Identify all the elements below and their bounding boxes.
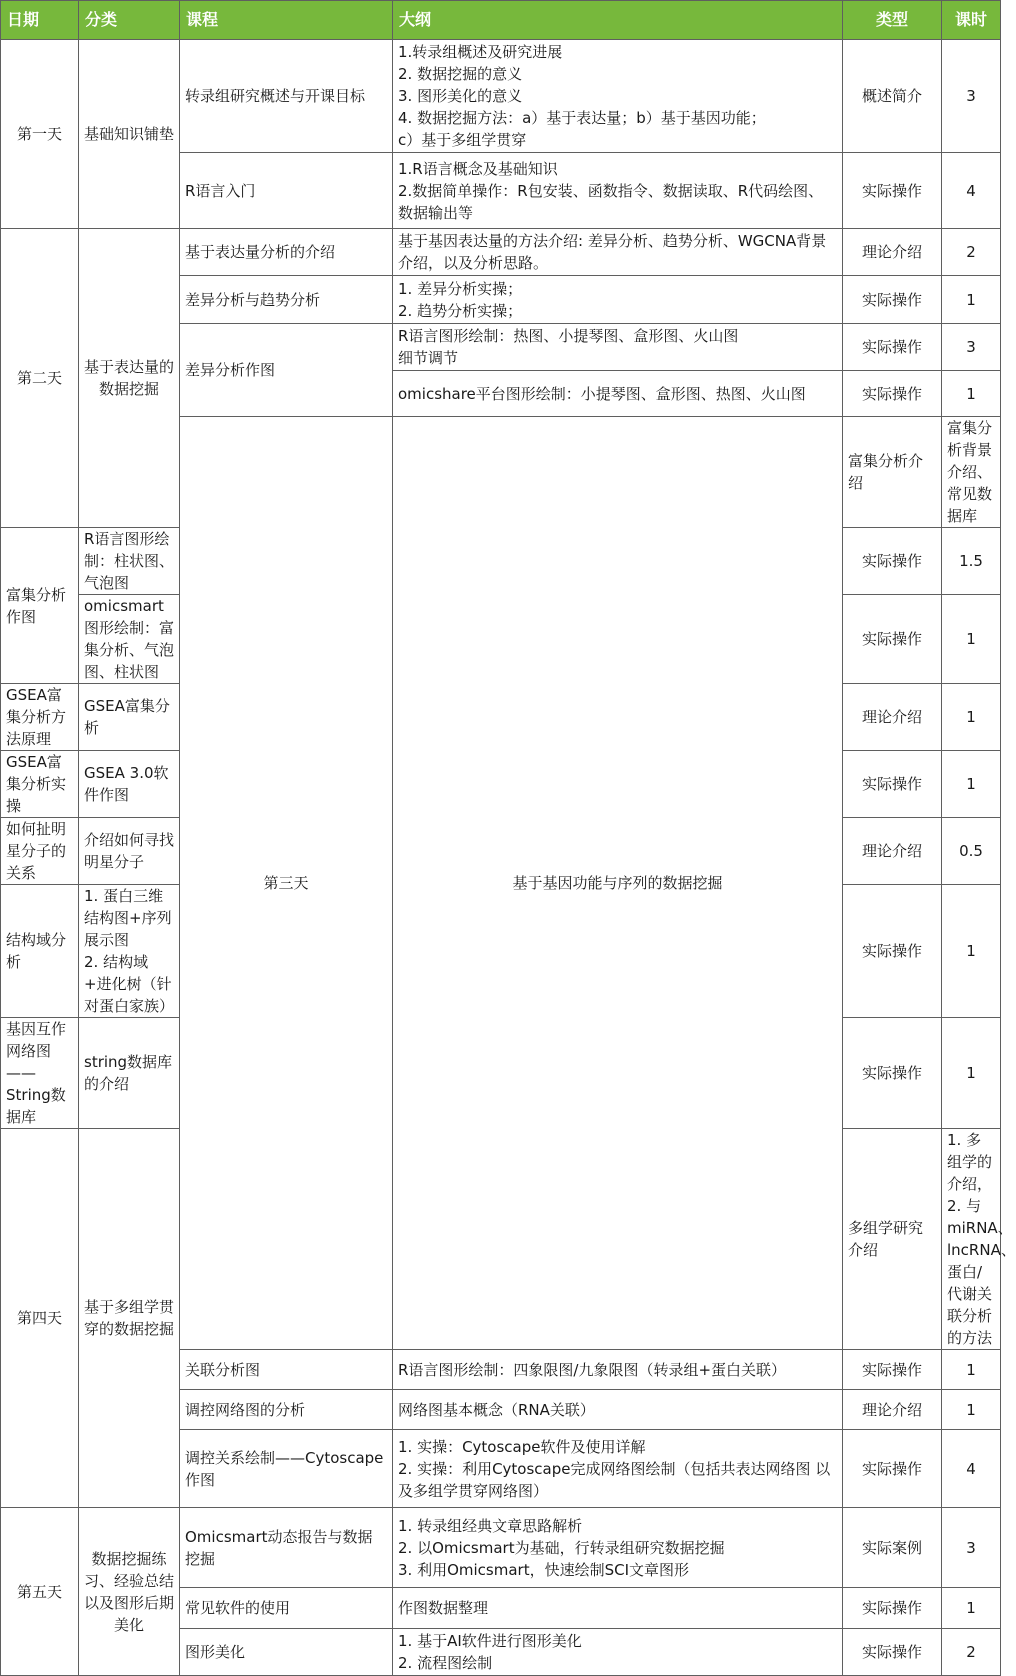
hours-cell: 1 xyxy=(942,1350,1001,1390)
outline-cell: 1. 转录组经典文章思路解析 2. 以Omicsmart为基础，行转录组研究数据挖掘 3. 利用Omicsmart，快速绘制SCI文章图形 xyxy=(393,1508,843,1588)
type-cell: 理论介绍 xyxy=(843,684,942,751)
outline-cell: R语言图形绘制：柱状图、气泡图 xyxy=(79,528,180,595)
hours-cell: 1 xyxy=(942,1390,1001,1430)
course-cell: Omicsmart动态报告与数据挖掘 xyxy=(180,1508,393,1588)
hours-cell: 3 xyxy=(942,40,1001,153)
type-cell: 实际操作 xyxy=(843,371,942,417)
course-cell: 关联分析图 xyxy=(180,1350,393,1390)
outline-cell: omicshare平台图形绘制：小提琴图、盒形图、热图、火山图 xyxy=(393,371,843,417)
header-date: 日期 xyxy=(1,1,79,40)
outline-cell: 1.转录组概述及研究进展 2. 数据挖掘的意义 3. 图形美化的意义 4. 数据挖掘方法：a）基于表达量；b）基于基因功能； c）基于多组学贯穿 xyxy=(393,40,843,153)
hours-cell: 1 xyxy=(942,684,1001,751)
type-cell: 实际操作 xyxy=(843,324,942,371)
type-cell: 实际操作 xyxy=(843,528,942,595)
day-cell: 第三天 xyxy=(180,417,393,1350)
course-cell: 调控网络图的分析 xyxy=(180,1390,393,1430)
course-cell: 图形美化 xyxy=(180,1629,393,1676)
course-cell: 如何扯明星分子的关系 xyxy=(1,818,79,885)
hours-cell: 1 xyxy=(942,1018,1001,1129)
outline-cell: 1. 差异分析实操； 2. 趋势分析实操； xyxy=(393,276,843,324)
hours-cell: 3 xyxy=(942,1508,1001,1588)
hours-cell: 3 xyxy=(942,324,1001,371)
type-cell: 实际操作 xyxy=(843,595,942,684)
type-cell: 概述简介 xyxy=(843,40,942,153)
outline-cell: 介绍如何寻找明星分子 xyxy=(79,818,180,885)
type-cell: 实际操作 xyxy=(843,885,942,1018)
course-cell: 结构域分析 xyxy=(1,885,79,1018)
hours-cell: 1 xyxy=(942,371,1001,417)
course-cell: GSEA富集分析方法原理 xyxy=(1,684,79,751)
course-cell: 富集分析作图 xyxy=(1,528,79,684)
outline-cell: 1. 基于AI软件进行图形美化 2. 流程图绘制 xyxy=(393,1629,843,1676)
type-cell: 实际操作 xyxy=(843,1588,942,1629)
type-cell: 实际操作 xyxy=(843,1018,942,1129)
course-cell: GSEA富集分析实操 xyxy=(1,751,79,818)
header-hours: 课时 xyxy=(942,1,1001,40)
hours-cell: 1 xyxy=(942,751,1001,818)
hours-cell: 2 xyxy=(942,1629,1001,1676)
header-type: 类型 xyxy=(843,1,942,40)
outline-cell: omicsmart图形绘制：富集分析、气泡图、柱状图 xyxy=(79,595,180,684)
type-cell: 实际操作 xyxy=(843,153,942,229)
course-cell: 富集分析介绍 xyxy=(843,417,942,528)
type-cell: 理论介绍 xyxy=(843,229,942,276)
hours-cell: 1 xyxy=(942,1588,1001,1629)
outline-cell: GSEA富集分析 xyxy=(79,684,180,751)
type-cell: 实际操作 xyxy=(843,1350,942,1390)
type-cell: 理论介绍 xyxy=(843,1390,942,1430)
outline-cell: 1. 蛋白三维结构图+序列展示图 2. 结构域+进化树（针对蛋白家族） xyxy=(79,885,180,1018)
hours-cell: 0.5 xyxy=(942,818,1001,885)
table-row xyxy=(1,40,1001,153)
day-cell: 第五天 xyxy=(1,1508,79,1676)
day-cell: 第一天 xyxy=(1,40,79,229)
category-cell: 数据挖掘练习、经验总结以及图形后期美化 xyxy=(79,1508,180,1676)
hours-cell: 1 xyxy=(942,276,1001,324)
hours-cell: 1.5 xyxy=(942,528,1001,595)
outline-cell: 1. 实操：Cytoscape软件及使用详解 2. 实操：利用Cytoscape完成网络图绘制（包括共表达网络图 以及多组学贯穿网络图） xyxy=(393,1430,843,1508)
day-cell: 第二天 xyxy=(1,229,79,528)
hours-cell: 1 xyxy=(942,595,1001,684)
outline-cell: GSEA 3.0软件作图 xyxy=(79,751,180,818)
outline-cell: 网络图基本概念（RNA关联） xyxy=(393,1390,843,1430)
course-cell: 转录组研究概述与开课目标 xyxy=(180,40,393,153)
header-course: 课程 xyxy=(180,1,393,40)
table-row xyxy=(1,1508,1001,1588)
outline-cell: 1.R语言概念及基础知识 2.数据简单操作：R包安装、函数指令、数据读取、R代码绘图、数据输出等 xyxy=(393,153,843,229)
category-cell: 基于基因功能与序列的数据挖掘 xyxy=(393,417,843,1350)
outline-cell: 基于基因表达量的方法介绍: 差异分析、趋势分析、WGCNA背景介绍，以及分析思路。 xyxy=(393,229,843,276)
day-cell: 第四天 xyxy=(1,1129,79,1508)
table-row xyxy=(1,229,1001,276)
outline-cell: 作图数据整理 xyxy=(393,1588,843,1629)
course-cell: R语言入门 xyxy=(180,153,393,229)
course-cell: 调控关系绘制——Cytoscape作图 xyxy=(180,1430,393,1508)
course-cell: 常见软件的使用 xyxy=(180,1588,393,1629)
course-cell: 基因互作网络图——String数据库 xyxy=(1,1018,79,1129)
type-cell: 实际操作 xyxy=(843,751,942,818)
hours-cell: 4 xyxy=(942,1430,1001,1508)
category-cell: 基于多组学贯穿的数据挖掘 xyxy=(79,1129,180,1508)
outline-cell: R语言图形绘制：热图、小提琴图、盒形图、火山图 细节调节 xyxy=(393,324,843,371)
outline-cell: 1. 多组学的介绍， 2. 与miRNA、lncRNA、蛋白/代谢关联分析的方法 xyxy=(942,1129,1001,1350)
type-cell: 实际操作 xyxy=(843,276,942,324)
hours-cell: 2 xyxy=(942,229,1001,276)
category-cell: 基于表达量的数据挖掘 xyxy=(79,229,180,528)
hours-cell: 4 xyxy=(942,153,1001,229)
outline-cell: R语言图形绘制：四象限图/九象限图（转录组+蛋白关联） xyxy=(393,1350,843,1390)
course-cell: 差异分析与趋势分析 xyxy=(180,276,393,324)
category-cell: 基础知识铺垫 xyxy=(79,40,180,229)
course-cell: 基于表达量分析的介绍 xyxy=(180,229,393,276)
header-category: 分类 xyxy=(79,1,180,40)
course-cell: 多组学研究介绍 xyxy=(843,1129,942,1350)
header-outline: 大纲 xyxy=(393,1,843,40)
header-row xyxy=(1,1,1001,40)
type-cell: 实际案例 xyxy=(843,1508,942,1588)
type-cell: 实际操作 xyxy=(843,1430,942,1508)
type-cell: 理论介绍 xyxy=(843,818,942,885)
hours-cell: 1 xyxy=(942,885,1001,1018)
type-cell: 实际操作 xyxy=(843,1629,942,1676)
course-cell: 差异分析作图 xyxy=(180,324,393,417)
outline-cell: string数据库的介绍 xyxy=(79,1018,180,1129)
outline-cell: 富集分析背景介绍、常见数据库 xyxy=(942,417,1001,528)
